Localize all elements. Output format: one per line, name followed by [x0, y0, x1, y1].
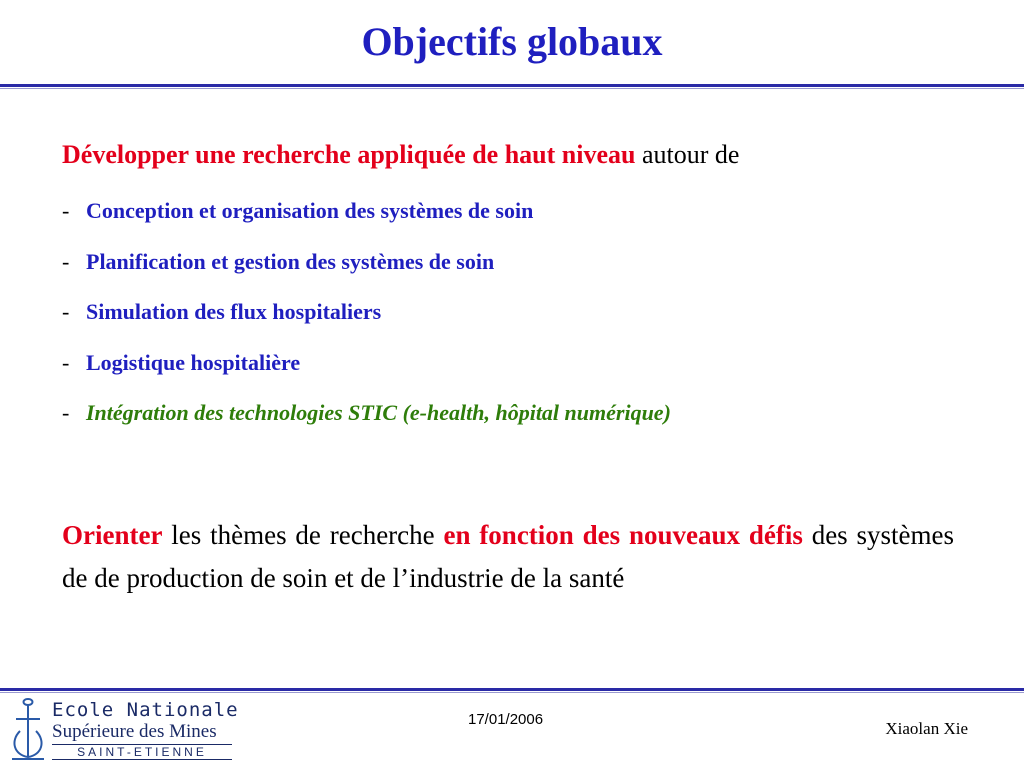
logo-text-line3: SAINT-ETIENNE [52, 744, 232, 760]
list-item [62, 398, 671, 449]
bullet-dash: - [62, 400, 70, 425]
footer-author: Xiaolan Xie [885, 719, 968, 738]
intro-highlight: Développer une recherche appliquée de haut niveau [62, 140, 636, 169]
intro-rest: autour de [635, 140, 740, 169]
bullet-text: Planification et gestion des systèmes de soin [86, 248, 495, 274]
bullet-text: Intégration des technologies STIC (e-health, hôpital numérique) [86, 400, 671, 425]
logo-text-line2: Supérieure des Mines [52, 721, 217, 742]
bullet-text: Simulation des flux hospitaliers [86, 299, 382, 324]
orientation-paragraph [62, 514, 954, 600]
list-item [62, 348, 671, 399]
list-item [62, 247, 671, 298]
bullet-text: Logistique hospitalière [86, 349, 301, 375]
top-divider [0, 84, 1024, 87]
bullet-dash: - [62, 198, 70, 223]
para-highlight-defis: en fonction des nouveaux défis [443, 520, 803, 550]
logo-text-line1: Ecole Nationale [52, 699, 239, 721]
para-highlight-orienter: Orienter [62, 520, 163, 550]
list-item [62, 196, 671, 247]
mines-emblem-icon [6, 697, 50, 765]
school-logo [6, 697, 238, 765]
para-text: les thèmes de recherche [162, 520, 444, 550]
para-text: des systèmes de de production de soin et de l’industrie de la santé [62, 520, 955, 593]
objectives-list [62, 196, 671, 449]
bullet-text: Conception et organisation des systèmes de soin [86, 198, 534, 223]
bottom-divider [0, 688, 1024, 691]
bullet-dash: - [62, 349, 70, 375]
list-item [62, 297, 671, 348]
bullet-dash: - [62, 299, 70, 324]
intro-line [62, 140, 739, 170]
slide-title: Objectifs globaux [361, 19, 663, 64]
footer-date: 17/01/2006 [468, 711, 544, 728]
bullet-dash: - [62, 248, 70, 274]
